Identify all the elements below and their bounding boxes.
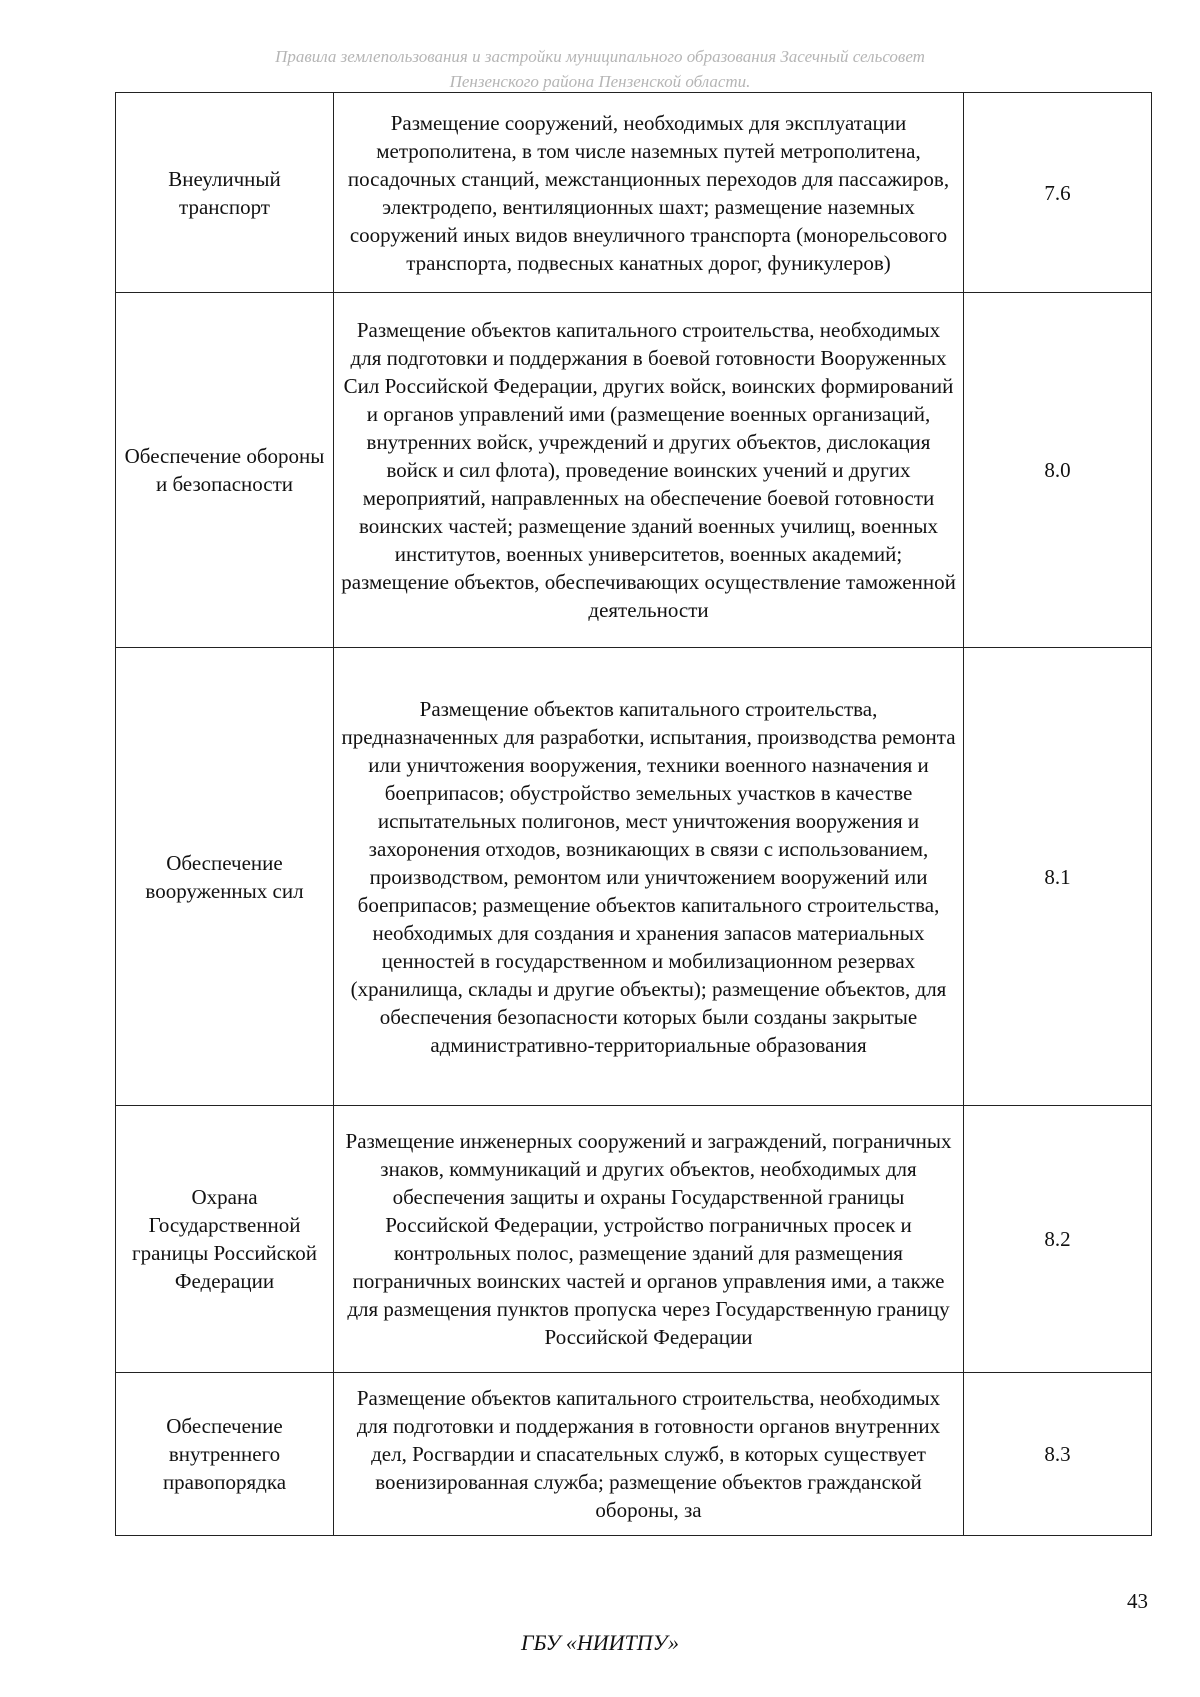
row-description: Размещение объектов капитального строительства, предназначенных для разработки, испытания, производства ремонта или уничтожения вооружения, техники военного назначения и боеприпасов; обустройство земельных участков в качестве испытательных полигонов, мест уничтожения вооружения и захоронения отходов, возникающих в связи с использованием, производством, ремонтом или уничтожением вооружений или боеприпасов; размещение объектов капитального строительства, необходимых для создания и хранения запасов материальных ценностей в государственном и мобилизационном резервах (хранилища, склады и другие объекты); размещение объектов, для обеспечения безопасности которых были созданы закрытые административно-территориальные образования: [334, 648, 964, 1106]
header-line-1: Правила землепользования и застройки муниципального образования Засечный сельсовет: [275, 47, 925, 66]
row-description: Размещение инженерных сооружений и заграждений, пограничных знаков, коммуникаций и других объектов, необходимых для обеспечения защиты и охраны Государственной границы Российской Федерации, устройство пограничных просек и контрольных полос, размещение зданий для размещения пограничных воинских частей и органов управления ими, а также для размещения пунктов пропуска через Государственную границу Российской Федерации: [334, 1106, 964, 1373]
row-name: Обеспечение внутреннего правопорядка: [116, 1373, 334, 1536]
row-code: 8.0: [964, 293, 1152, 648]
row-description: Размещение сооружений, необходимых для эксплуатации метрополитена, в том числе наземных путей метрополитена, посадочных станций, межстанционных переходов для пассажиров, электродепо, вентиляционных шахт; размещение наземных сооружений иных видов внеуличного транспорта (монорельсового транспорта, подвесных канатных дорог, фуникулеров): [334, 93, 964, 293]
page-header: [150, 44, 1050, 94]
row-code: 8.2: [964, 1106, 1152, 1373]
table-row: [116, 93, 1152, 293]
table-row: [116, 1373, 1152, 1536]
land-use-table: [115, 92, 1152, 1536]
header-line-2: Пензенского района Пензенской области.: [449, 72, 751, 91]
row-code: 8.3: [964, 1373, 1152, 1536]
page-footer: ГБУ «НИИТПУ»: [520, 1630, 680, 1655]
row-name: Обеспечение вооруженных сил: [116, 648, 334, 1106]
row-description: Размещение объектов капитального строительства, необходимых для подготовки и поддержания в боевой готовности Вооруженных Сил Российской Федерации, других войск, воинских формирований и органов управлений ими (размещение военных организаций, внутренних войск, учреждений и других объектов, дислокация войск и сил флота), проведение воинских учений и других мероприятий, направленных на обеспечение боевой готовности воинских частей; размещение зданий военных училищ, военных институтов, военных университетов, военных академий; размещение объектов, обеспечивающих осуществление таможенной деятельности: [334, 293, 964, 648]
row-code: 8.1: [964, 648, 1152, 1106]
row-name: Охрана Государственной границы Российской Федерации: [116, 1106, 334, 1373]
row-name: Внеуличный транспорт: [116, 93, 334, 293]
table-row: [116, 293, 1152, 648]
row-code: 7.6: [964, 93, 1152, 293]
page-number: 43: [1127, 1589, 1148, 1613]
table-row: [116, 648, 1152, 1106]
row-name: Обеспечение обороны и безопасности: [116, 293, 334, 648]
table-row: [116, 1106, 1152, 1373]
row-description: Размещение объектов капитального строительства, необходимых для подготовки и поддержания в готовности органов внутренних дел, Росгвардии и спасательных служб, в которых существует военизированная служба; размещение объектов гражданской обороны, за: [334, 1373, 964, 1536]
